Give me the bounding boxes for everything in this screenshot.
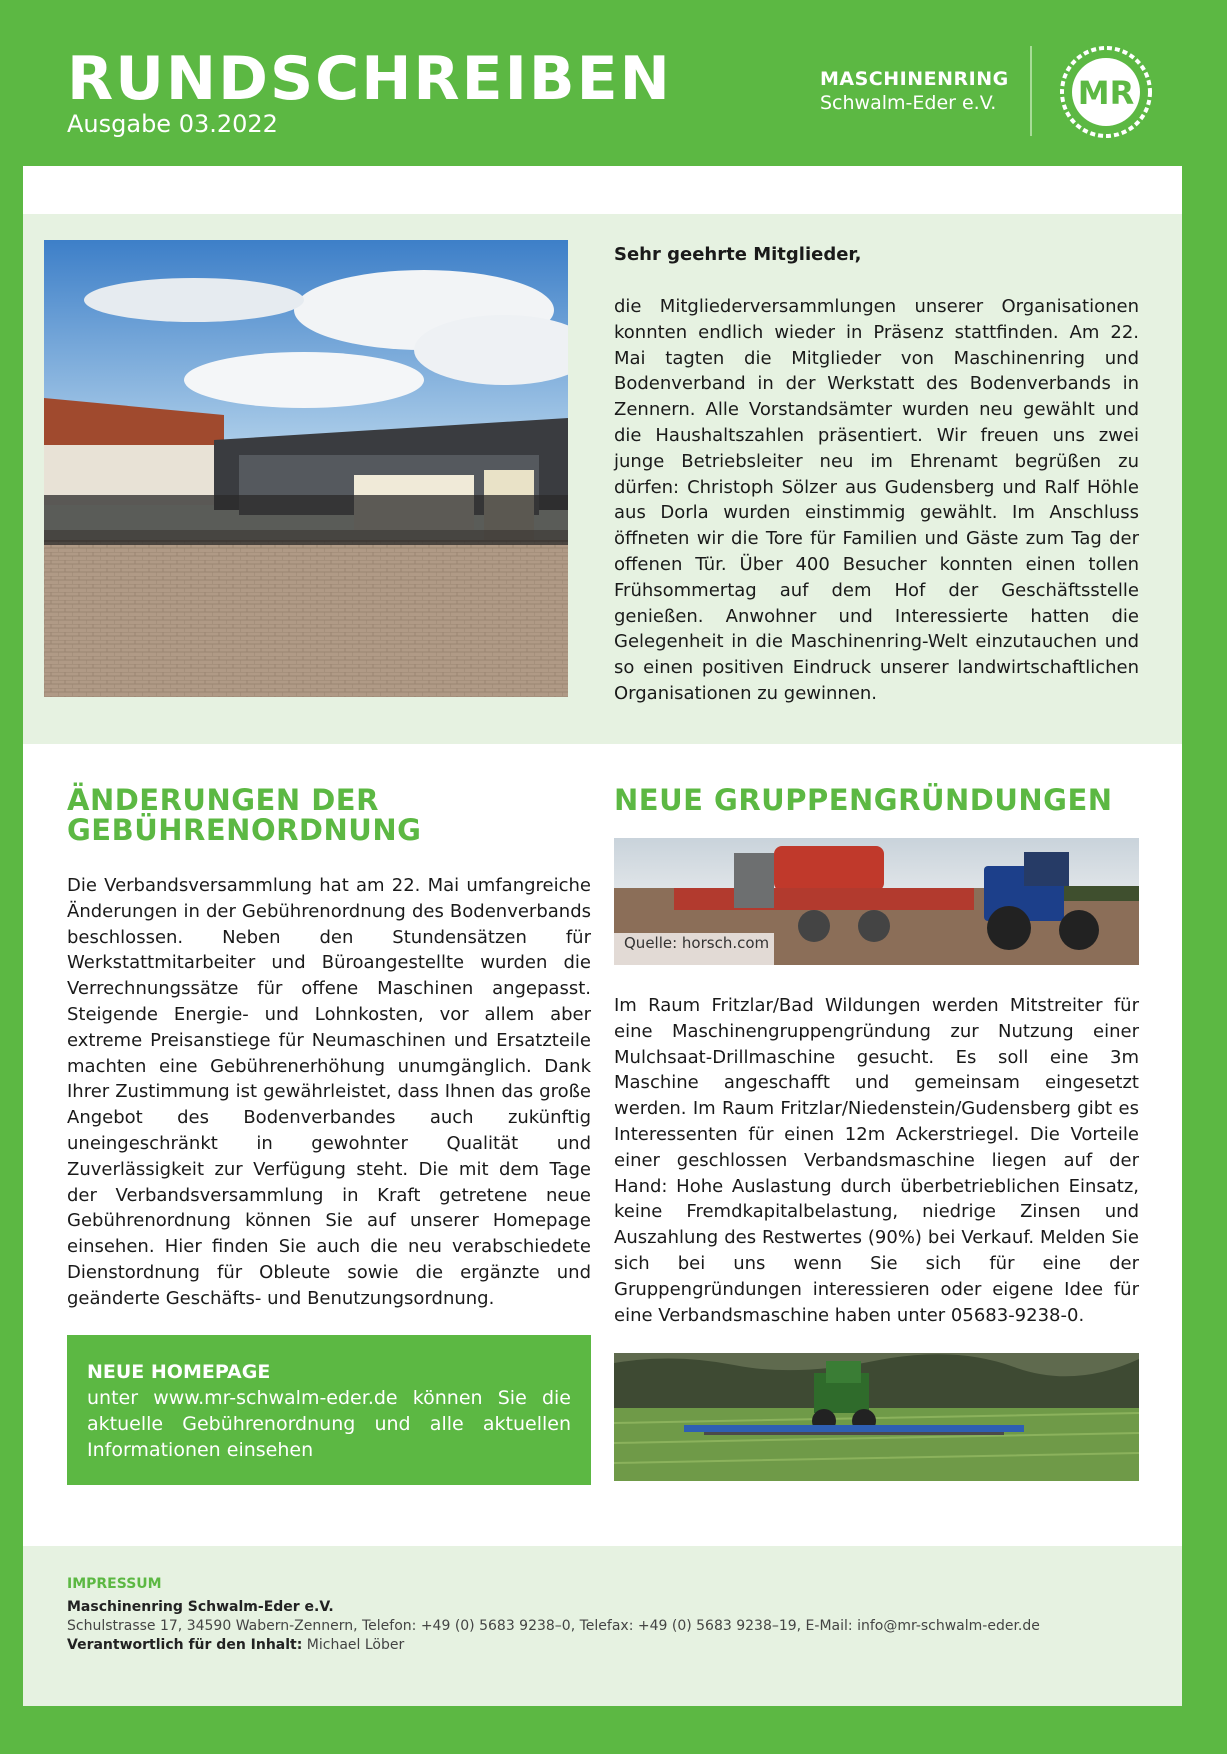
logo-text: MR [1077,74,1135,112]
intro-paragraph: die Mitgliederversammlungen unserer Organisationen konnten endlich wieder in Präsenz stattfinden. Am 22. Mai tagten die Mitglieder von Maschinenring und Bodenverband in der Werkstatt des Bodenverbands in Zennern. Alle Vorstandsämter wurden neu gewählt und die Haushaltszahlen präsentiert. Wir freuen uns zwei junge Betriebsleiter neu im Ehrenamt begrüßen zu dürfen: Christoph Sölzer aus Gudensberg und Ralf Höhle aus Dorla wurden einstimmig gewählt. Im Anschluss öffneten wir die Tore für Familien und Gäste zum Tag der offenen Tür. Über 400 Besucher konnten einen tollen Frühsommertag auf dem Hof der Geschäftsstelle genießen. Anwohner und Interessierte hatten die Gelegenheit in die Maschinenring-Welt einzutauchen und so einen positiven Eindruck unserer landwirtschaftlichen Organisationen zu gewinnen. [614,296,1139,704]
responsible-name: Michael Löber [306,1637,405,1653]
seed-drill-photo [614,838,1139,965]
newsletter-title: RUNDSCHREIBEN [67,44,672,114]
groups-heading: NEUE GRUPPENGRÜNDUNGEN [614,783,1113,817]
fees-heading-line2: GEBÜHRENORDNUNG [67,813,422,847]
impressum-band [23,1546,1182,1706]
responsible-label: Verantwortlich für den Inhalt: [67,1637,303,1653]
brand-subtitle: Schwalm-Eder e.V. [820,92,997,114]
impressum-address: Schulstrasse 17, 34590 Wabern-Zennern, Telefon: +49 (0) 5683 9238–0, Telefax: +49 (0) 5683 9238–19, E-Mail: info@mr-schwalm-eder.de [67,1618,1040,1634]
impressum-org: Maschinenring Schwalm-Eder e.V. [67,1599,334,1615]
fees-paragraph: Die Verbandsversammlung hat am 22. Mai umfangreiche Änderungen in der Gebührenordnung des Bodenverbands beschlossen. Neben den Stundensätzen für Werkstattmitarbeiter und Büroangestellte wurden die Verrechnungssätze für offene Maschinen angepasst. Steigende Energie- und Lohnkosten, vor allem aber extreme Preisanstiege für Neumaschinen und Ersatzteile machten eine Gebührenerhöhung unumgänglich. Dank Ihrer Zustimmung ist gewährleistet, dass Ihnen das große Angebot des Bodenverbandes auch zukünftig uneingeschränkt in gewohnter Qualität und Zuverlässigkeit zur Verfügung steht. Die mit dem Tage der Verbandsversammlung in Kraft getretene neue Gebührenordnung können Sie auf unserer Homepage einsehen. Hier finden Sie auch die neu verabschiedete Dienstordnung für Obleute sowie die ergänzte und geänderte Geschäfts- und Benutzungsordnung. [67,875,591,1309]
homepage-title: NEUE HOMEPAGE [87,1361,271,1383]
header-divider [1030,46,1032,136]
tractor-field-photo [614,1353,1139,1481]
fees-heading [67,785,567,845]
issue-label: Ausgabe 03.2022 [67,110,278,138]
brand-name: MASCHINENRING [820,68,1009,90]
homepage-text: unter www.mr-schwalm-eder.de können Sie die aktuelle Gebührenordnung und alle aktuellen Informationen einsehen [87,1387,571,1461]
event-courtyard-photo [44,240,568,697]
brand-block [820,68,1009,114]
greeting: Sehr geehrte Mitglieder, [614,244,862,265]
groups-paragraph: Im Raum Fritzlar/Bad Wildungen werden Mitstreiter für eine Maschinengruppengründung zur Nutzung einer Mulchsaat-Drillmaschine gesucht. Es soll eine 3m Maschine angeschafft und gemeinsam eingesetzt werden. Im Raum Fritzlar/Niedenstein/Gudensberg gibt es Interessenten für einen 12m Ackerstriegel. Die Vorteile einer geschlossen Verbandsmaschine liegen auf der Hand: Hohe Auslastung durch überbetrieblichen Einsatz, keine Fremdkapitalbelastung, niedrige Zinsen und Auszahlung des Restwertes (90%) bei Verkauf. Melden Sie sich bei uns wenn Sie sich für eine der Gruppengründungen interessieren oder eigene Idee für eine Verbandsmaschine haben unter 05683-9238-0. [614,995,1139,1326]
fees-heading-line1: ÄNDERUNGEN DER [67,783,379,817]
homepage-box [67,1335,591,1485]
impressum-title: IMPRESSUM [67,1576,162,1592]
photo-caption: Quelle: horsch.com [624,934,770,952]
mr-logo [1058,44,1154,140]
impressum-responsible [67,1637,404,1653]
